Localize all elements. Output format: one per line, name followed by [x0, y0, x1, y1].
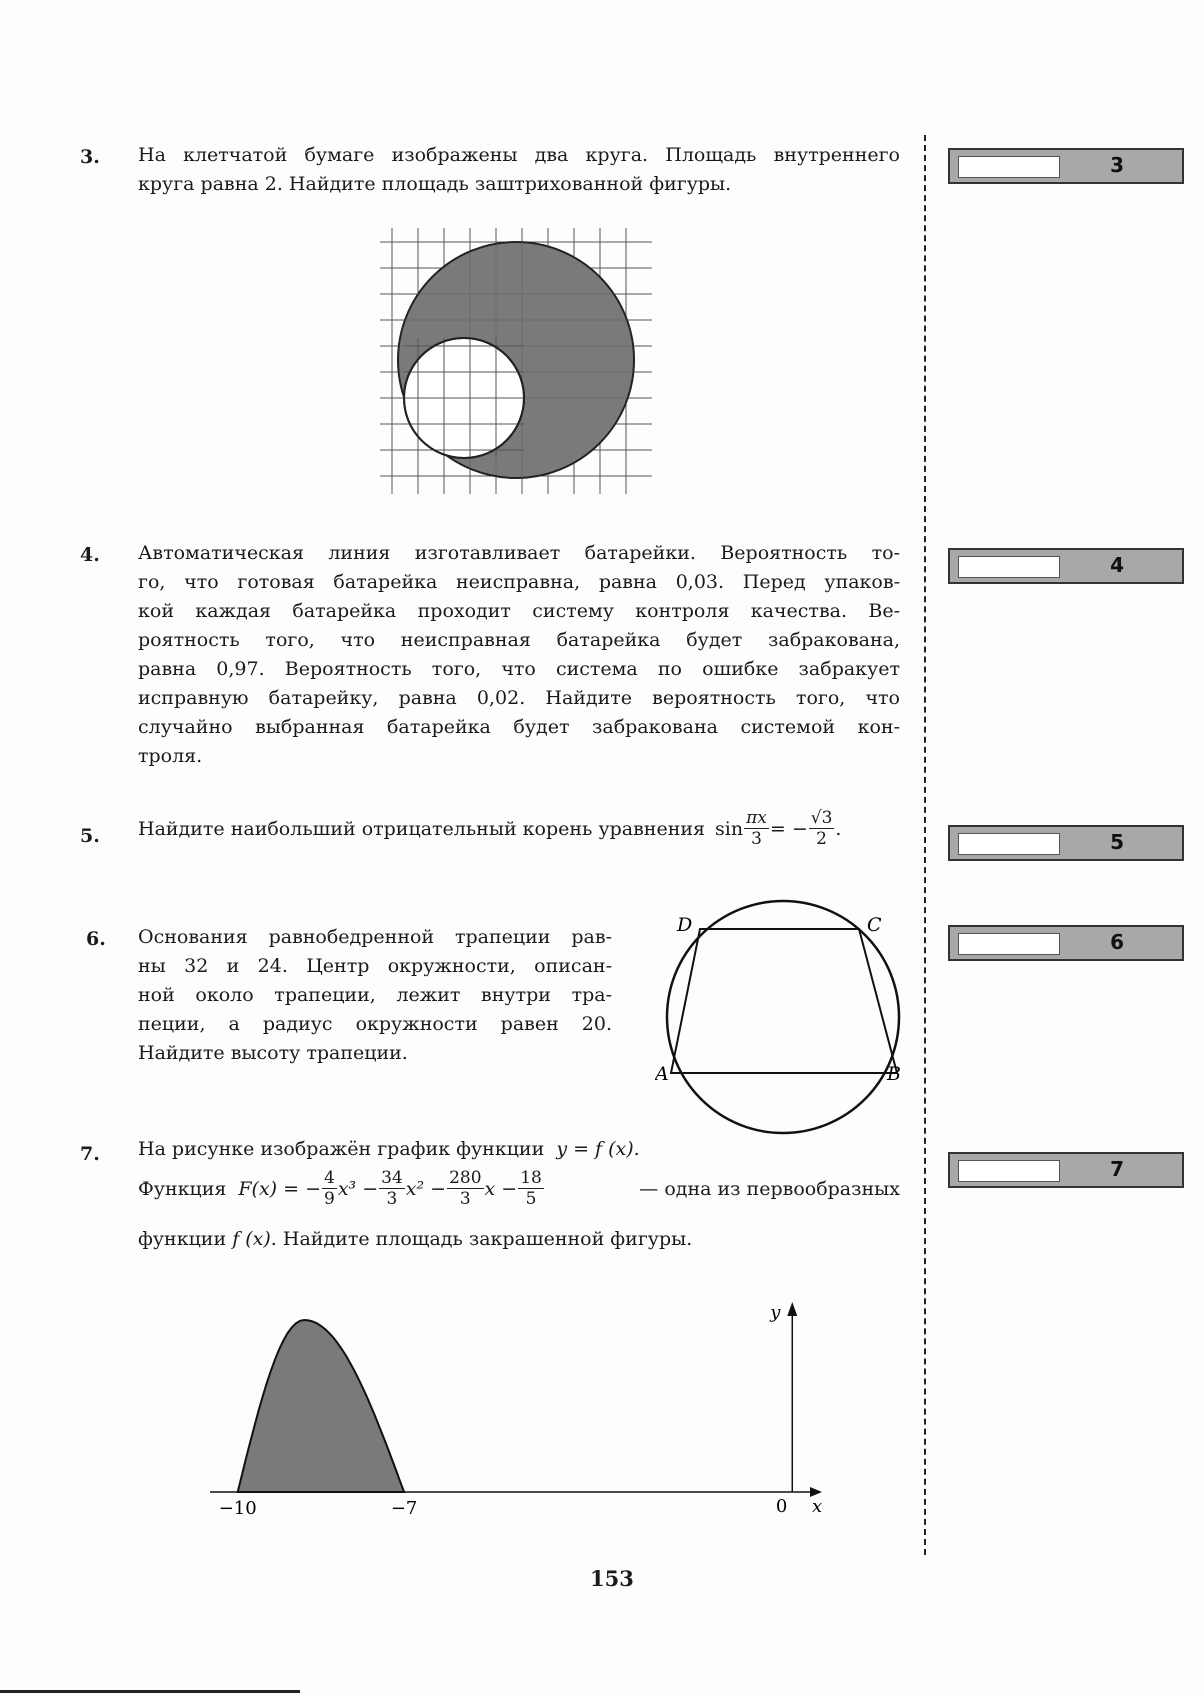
fraction-numerator: 34 — [381, 1168, 403, 1188]
problem-7-question: Найдите площадь закрашенной фигуры. — [282, 1228, 693, 1250]
fraction-numerator: √3 — [810, 808, 833, 828]
text-line: Автоматическая линия изготавливает батарейки. Вероятность то- — [138, 542, 900, 564]
problem-3-number: 3. — [80, 146, 100, 168]
answer-box-4 — [948, 548, 1184, 584]
fraction-numerator: 18 — [520, 1168, 542, 1188]
text-line: круга равна 2. Найдите площадь заштрихованной фигуры. — [138, 173, 732, 195]
x-axis-label: x — [812, 1496, 823, 1517]
y-axis-arrow — [787, 1302, 797, 1316]
problem-5-statement: Найдите наибольший отрицательный корень уравнения — [138, 817, 706, 840]
text-line: исправную батарейку, равна 0,02. Найдите вероятность того, что — [138, 687, 900, 709]
period: . — [835, 817, 842, 840]
fraction-denominator: 3 — [386, 1189, 398, 1209]
label-C: C — [867, 914, 882, 936]
answer-field-3[interactable] — [958, 156, 1060, 178]
tick-label-minus-10: −10 — [218, 1498, 257, 1519]
answer-box-5 — [948, 825, 1184, 861]
label-A: A — [655, 1063, 669, 1085]
answer-box-label: 4 — [1110, 553, 1124, 577]
fraction-numerator: 4 — [324, 1168, 335, 1188]
function-f: f (x). — [232, 1228, 277, 1250]
shaded-region — [238, 1320, 404, 1492]
function-word: Функция — [138, 1177, 227, 1200]
problem-6-number: 6. — [86, 928, 106, 950]
problem-7-number: 7. — [80, 1143, 100, 1165]
text-line: Основания равнобедренной трапеции рав- — [138, 926, 612, 948]
term: x³ − — [337, 1177, 379, 1200]
problem-7-line3 — [138, 1228, 692, 1250]
problem-7-line1 — [138, 1138, 640, 1160]
text-line: равна 0,97. Вероятность того, что система по ошибке забракует — [138, 658, 900, 680]
answer-box-label: 3 — [1110, 153, 1124, 177]
problem-5-text — [138, 808, 841, 849]
scan-edge-line — [0, 1690, 300, 1693]
antiderivative-tail: — одна из первообразных — [639, 1177, 900, 1200]
problem-3-text — [138, 141, 900, 199]
sin-label: sin — [715, 817, 744, 840]
text-line: кой каждая батарейка проходит систему контроля качества. Ве- — [138, 600, 900, 622]
answer-box-label: 7 — [1110, 1157, 1124, 1181]
text-line: пеции, а радиус окружности равен 20. — [138, 1013, 612, 1035]
problem-4-number: 4. — [80, 544, 100, 566]
answer-box-label: 5 — [1110, 830, 1124, 854]
answer-field-7[interactable] — [958, 1160, 1060, 1182]
function-word-2: функции — [138, 1228, 227, 1250]
fraction-denominator: 9 — [324, 1189, 335, 1209]
text-line: случайно выбранная батарейка будет забракована системой кон- — [138, 716, 900, 738]
fraction-numerator: 280 — [449, 1168, 482, 1188]
antiderivative-lhs: F(x) = − — [238, 1177, 322, 1200]
problem-7-intro: На рисунке изображён график функции — [138, 1138, 545, 1160]
problem-4-text — [138, 539, 900, 771]
two-circles-grid-figure — [380, 228, 660, 498]
text-line: Найдите высоту трапеции. — [138, 1042, 408, 1064]
text-line: ной около трапеции, лежит внутри тра- — [138, 984, 612, 1006]
answer-box-7 — [948, 1152, 1184, 1188]
fraction-denominator: 5 — [525, 1189, 537, 1209]
answer-box-6 — [948, 925, 1184, 961]
text-line: ны 32 и 24. Центр окружности, описан- — [138, 955, 612, 977]
problem-5-number: 5. — [80, 825, 100, 847]
term: x − — [484, 1177, 518, 1200]
fraction-numerator: πx — [746, 808, 767, 828]
trapezoid — [671, 929, 897, 1073]
problem-7-line2 — [138, 1168, 900, 1209]
circumcircle — [667, 901, 899, 1133]
fraction-denominator: 3 — [751, 829, 762, 849]
text-line: На клетчатой бумаге изображены два круга. Площадь внутреннего — [138, 144, 900, 166]
label-B: B — [887, 1063, 901, 1085]
answer-field-4[interactable] — [958, 556, 1060, 578]
tick-label-minus-7: −7 — [390, 1498, 418, 1519]
answer-box-label: 6 — [1110, 930, 1124, 954]
trapezoid-circle-figure — [655, 893, 915, 1143]
answer-box-3 — [948, 148, 1184, 184]
problem-6-text — [138, 923, 612, 1068]
text-line: го, что готовая батарейка неисправна, равна 0,03. Перед упаков- — [138, 571, 900, 593]
function-notation: y = f (x). — [556, 1138, 640, 1160]
text-line: роятность того, что неисправная батарейка будет забракована, — [138, 629, 900, 651]
term: x² − — [405, 1177, 447, 1200]
text-line: троля. — [138, 745, 203, 767]
cut-line — [924, 135, 926, 1555]
function-graph — [200, 1300, 840, 1530]
fraction-denominator: 2 — [816, 829, 827, 849]
answer-field-6[interactable] — [958, 933, 1060, 955]
page-number: 153 — [590, 1566, 634, 1591]
origin-label: 0 — [775, 1496, 788, 1517]
fraction-denominator: 3 — [459, 1189, 471, 1209]
answer-field-5[interactable] — [958, 833, 1060, 855]
y-axis-label: y — [770, 1302, 781, 1323]
label-D: D — [677, 914, 693, 936]
equals-sign: = − — [769, 817, 808, 840]
